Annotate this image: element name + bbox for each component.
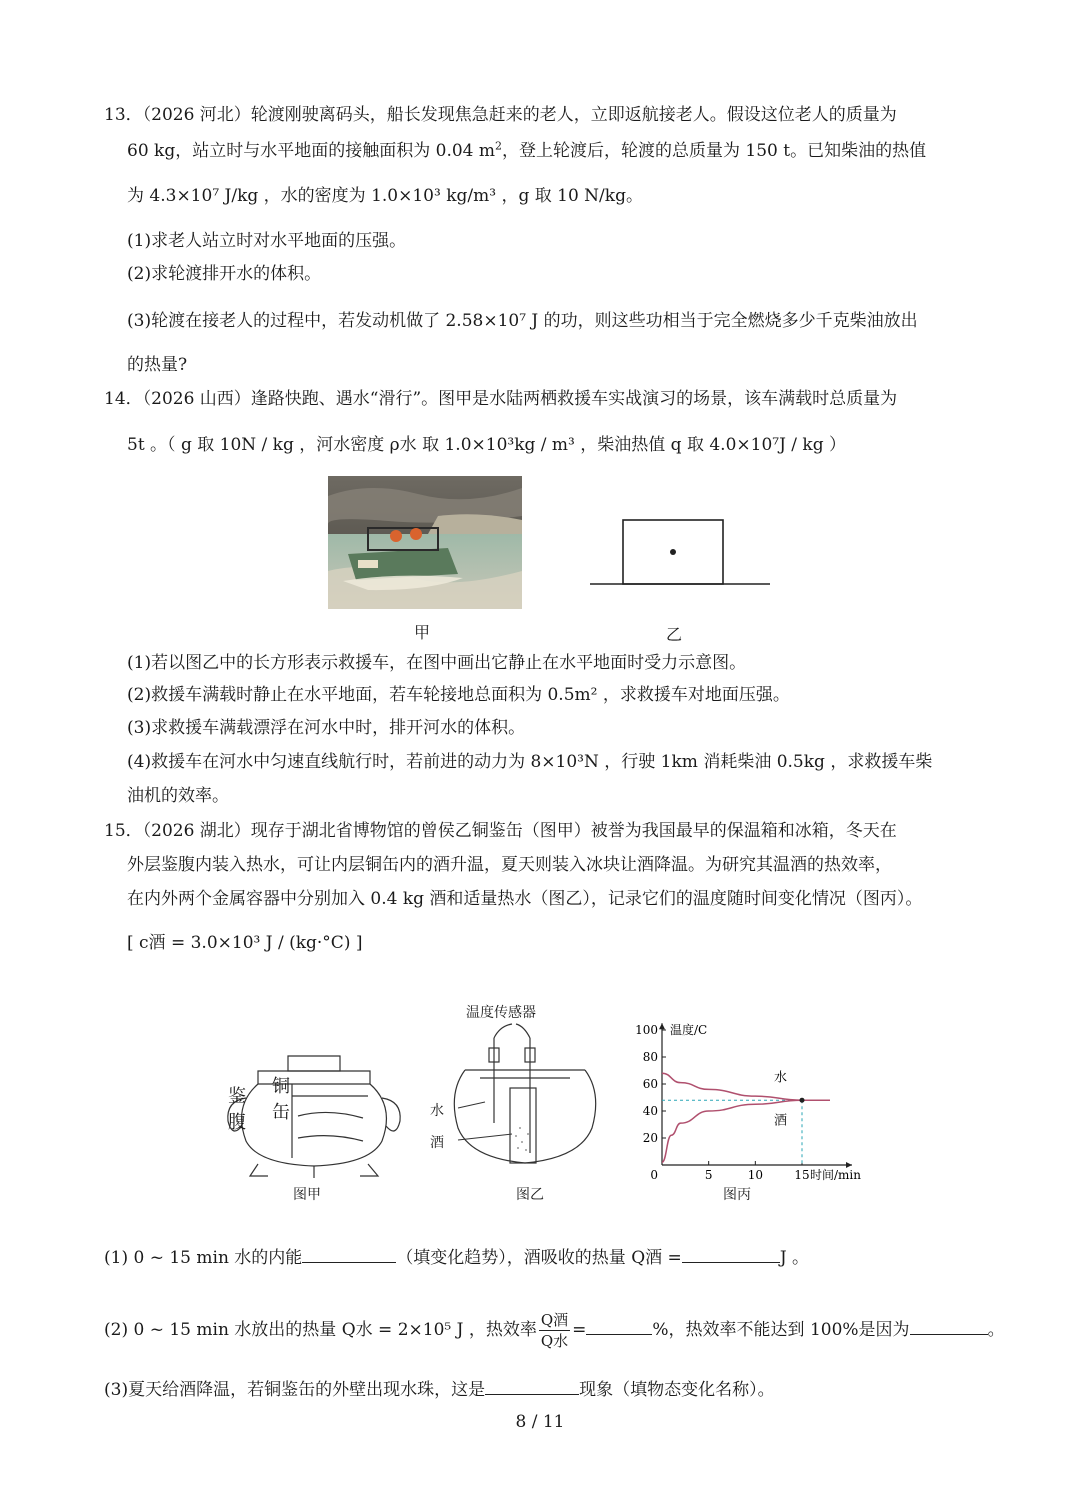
x-axis-label: 时间/min (810, 1168, 861, 1182)
rescue-vehicle-photo (328, 476, 522, 609)
label-fu-belly: 腹 (228, 1112, 246, 1133)
water-label: 水 (430, 1103, 444, 1119)
answer-blank-heat-absorbed[interactable] (682, 1246, 780, 1263)
figure-a-caption: 图甲 (293, 1187, 321, 1203)
q13-line-2a: 60 kg，站立时与水平地面的接触面积为 0.04 m (127, 141, 495, 161)
fraction-numerator: Q酒 (540, 1311, 569, 1329)
q14-part-1: (1)若以图乙中的长方形表示救援车，在图中画出它静止在水平地面时受力示意图。 (127, 653, 747, 673)
y-tick-label: 80 (642, 1050, 658, 1064)
q15-part-2d: 。 (987, 1320, 1005, 1340)
x-tick-label: 0 (650, 1168, 658, 1182)
y-tick-label: 60 (642, 1077, 658, 1091)
series-line-water (662, 1073, 830, 1100)
answer-blank-internal-energy[interactable] (302, 1246, 396, 1263)
fraction-denominator: Q水 (540, 1332, 569, 1350)
q15-part-2 (104, 1308, 1005, 1352)
q15-line-1: 15．（2026 湖北）现存于湖北省博物馆的曾侯乙铜鉴缶（图甲）被誉为我国最早的保温箱和冰箱，冬天在 (104, 821, 897, 841)
y-tick-label: 40 (642, 1104, 658, 1118)
q15-part-3b: 现象（填物态变化名称）。 (579, 1380, 775, 1400)
figure-c-caption: 图丙 (723, 1187, 751, 1203)
q13-part-2: (2)求轮渡排开水的体积。 (127, 264, 322, 284)
answer-blank-phase-change[interactable] (485, 1378, 579, 1395)
y-axis-arrow (659, 1023, 665, 1029)
sensor-label: 温度传感器 (466, 1005, 536, 1021)
q15-part-2c: %，热效率不能达到 100%是因为 (652, 1320, 910, 1340)
wine-label: 酒 (430, 1135, 444, 1151)
page-number: 8 / 11 (515, 1412, 565, 1432)
label-fou: 缶 (272, 1102, 290, 1123)
figure-yi-rectangle-diagram (590, 518, 770, 588)
temperature-time-chart (620, 1010, 870, 1180)
q15-part-1a: (1) 0 ~ 15 min 水的内能 (104, 1248, 303, 1268)
figure-yi-caption: 乙 (666, 625, 683, 644)
q15-part-1b: （填变化趋势），酒吸收的热量 Q酒 = (396, 1248, 682, 1268)
q13-part-1: (1)求老人站立时对水平地面的压强。 (127, 231, 407, 251)
q13-part-3-cont: 的热量? (127, 355, 188, 375)
q14-part-4: (4)救援车在河水中匀速直线航行时，若前进的动力为 8×10³N ，行驶 1km 消耗柴油 0.5kg ，求救援车柴 (127, 752, 933, 772)
figure-jia-caption: 甲 (414, 623, 431, 642)
x-tick-label: 5 (704, 1168, 713, 1182)
container-sensor-diagram (440, 1018, 610, 1173)
q15-part-2a: (2) 0 ~ 15 min 水放出的热量 Q水 = 2×10⁵ J ，热效率 (104, 1320, 537, 1340)
bronze-vessel-drawing (218, 1046, 410, 1181)
y-tick-label: 20 (642, 1131, 658, 1145)
q15-part-3 (104, 1378, 775, 1401)
label-tong: 铜 (272, 1076, 290, 1097)
q13-line-2: 60 kg，站立时与水平地面的接触面积为 0.04 $m^2$，登上轮渡后，轮渡的总质量为 150 t。已知柴油的热值 (127, 139, 927, 161)
intersection-point (800, 1098, 805, 1103)
q15-part-3a: (3)夏天给酒降温，若铜鉴缶的外壁出现水珠，这是 (104, 1380, 486, 1400)
x-tick-label: 10 (747, 1168, 763, 1182)
y-axis-label: 温度/C (670, 1023, 708, 1037)
q14-line-1: 14．（2026 山西）逢路快跑、遇水“滑行”。图甲是水陆两栖救援车实战演习的场景，该车满载时总质量为 (104, 389, 898, 409)
q13-part-3: (3)轮渡在接老人的过程中，若发动机做了 2.58×10⁷ J 的功，则这些功相当于完全燃烧多少千克柴油放出 (127, 311, 918, 331)
series-line-wine (662, 1100, 830, 1162)
q15-line-2: 外层鉴腹内装入热水，可让内层铜缶内的酒升温，夏天则装入冰块让酒降温。为研究其温酒的热效率， (127, 855, 892, 875)
series-label-wine: 酒 (774, 1113, 788, 1129)
label-jian: 鉴 (228, 1086, 246, 1107)
q14-part-4-cont: 油机的效率。 (127, 786, 229, 806)
efficiency-fraction (539, 1310, 570, 1351)
q13-line-3: 为 4.3×10⁷ J/kg ，水的密度为 1.0×10³ kg/m³ ，g 取 10 N/kg。 (127, 186, 643, 206)
y-tick-label: 100 (635, 1023, 658, 1037)
q15-part-2-eq: = (572, 1320, 587, 1340)
figure-b-caption: 图乙 (516, 1187, 544, 1203)
q13-line-1: 13．（2026 河北）轮渡刚驶离码头，船长发现焦急赶来的老人，立即返航接老人。假设这位老人的质量为 (104, 105, 897, 125)
series-label-water: 水 (774, 1070, 788, 1086)
q15-line-4: [ c酒 = 3.0×10³ J / (kg·°C) ] (127, 933, 363, 953)
q14-part-3: (3)求救援车满载漂浮在河水中时，排开河水的体积。 (127, 718, 526, 738)
answer-blank-efficiency[interactable] (586, 1318, 652, 1335)
q13-line-2b: ，登上轮渡后，轮渡的总质量为 150 t。已知柴油的热值 (502, 141, 927, 161)
q15-part-1c: J 。 (779, 1248, 810, 1268)
q15-line-3: 在内外两个金属容器中分别加入 0.4 kg 酒和适量热水（图乙），记录它们的温度随时间变化情况（图丙）。 (127, 889, 923, 909)
q14-line-2: 5t 。（ g 取 10N / kg ，河水密度 ρ水 取 1.0×10³kg / m³ ，柴油热值 q 取 4.0×10⁷J / kg ） (127, 435, 847, 455)
q14-part-2: (2)救援车满载时静止在水平地面，若车轮接地总面积为 0.5m² ，求救援车对地面压强。 (127, 685, 790, 705)
q15-part-1 (104, 1246, 809, 1269)
answer-blank-reason[interactable] (910, 1318, 988, 1335)
x-tick-label: 15 (794, 1168, 810, 1182)
